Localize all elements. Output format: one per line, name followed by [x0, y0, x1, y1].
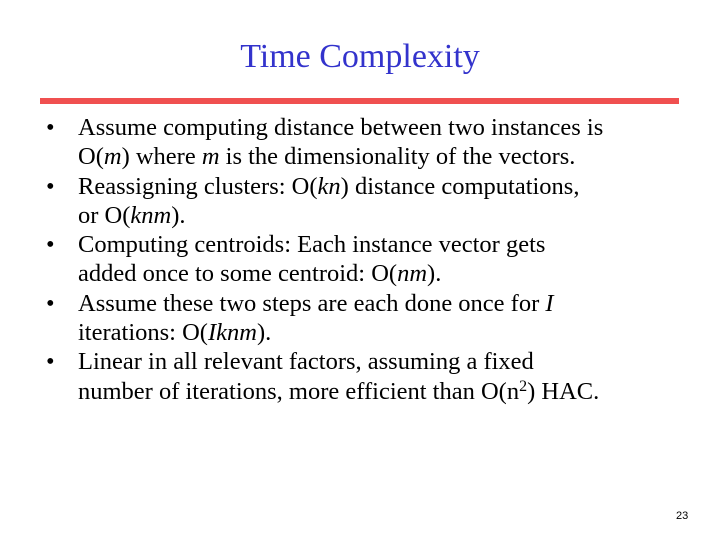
- text-run: ) where: [121, 143, 202, 171]
- text-run: ) distance computations,: [340, 172, 580, 200]
- text-run: added once to some centroid: O(: [78, 260, 398, 288]
- text-run: ).: [256, 319, 272, 347]
- italic-text: I: [545, 289, 554, 317]
- bullet-line: [78, 172, 603, 201]
- text-run: ).: [427, 260, 442, 288]
- text-run: ).: [171, 201, 186, 229]
- bullet-marker: •: [46, 114, 55, 141]
- bullet-list: [0, 113, 603, 406]
- text-run: is the dimensionality of the vectors.: [219, 143, 576, 171]
- superscript-text: 2: [519, 377, 528, 395]
- text-run: iterations: O(: [78, 319, 208, 347]
- bullet-line: [78, 230, 603, 259]
- italic-text: m: [201, 143, 220, 171]
- italic-text: Iknm: [207, 319, 257, 347]
- bullet-item: [0, 172, 603, 231]
- bullet-item: [0, 113, 603, 172]
- bullet-line: [78, 113, 603, 142]
- bullet-line: [78, 377, 603, 406]
- italic-text: nm: [397, 260, 428, 288]
- bullet-line: [78, 347, 603, 376]
- bullet-item: [0, 347, 603, 406]
- bullet-line: [78, 289, 603, 318]
- text-run: or O(: [78, 201, 131, 229]
- bullet-line: [78, 318, 603, 347]
- text-run: ) HAC.: [527, 377, 600, 405]
- slide-title: Time Complexity: [240, 38, 480, 75]
- text-run: O(: [78, 143, 104, 171]
- bullet-marker: •: [46, 172, 55, 200]
- title-divider: [40, 98, 679, 104]
- text-run: Assume these two steps are each done once for: [78, 289, 546, 317]
- bullet-item: [0, 230, 603, 289]
- page-number: 23: [676, 510, 689, 522]
- text-run: number of iterations, more efficient than O(n: [78, 377, 520, 405]
- bullet-line: [78, 201, 603, 230]
- bullet-marker: •: [46, 289, 55, 317]
- bullet-line: [78, 259, 603, 288]
- bullet-marker: •: [46, 348, 55, 376]
- italic-text: m: [103, 143, 122, 171]
- bullet-line: [78, 142, 603, 171]
- text-run: Linear in all relevant factors, assuming a fixed: [78, 348, 534, 376]
- bullet-marker: •: [46, 231, 55, 259]
- text-run: Assume computing distance between two instances is: [78, 114, 604, 141]
- text-run: Computing centroids: Each instance vector gets: [78, 231, 546, 259]
- italic-text: knm: [130, 201, 172, 229]
- text-run: Reassigning clusters: O(: [78, 172, 318, 200]
- italic-text: kn: [317, 172, 341, 200]
- bullet-item: [0, 289, 603, 348]
